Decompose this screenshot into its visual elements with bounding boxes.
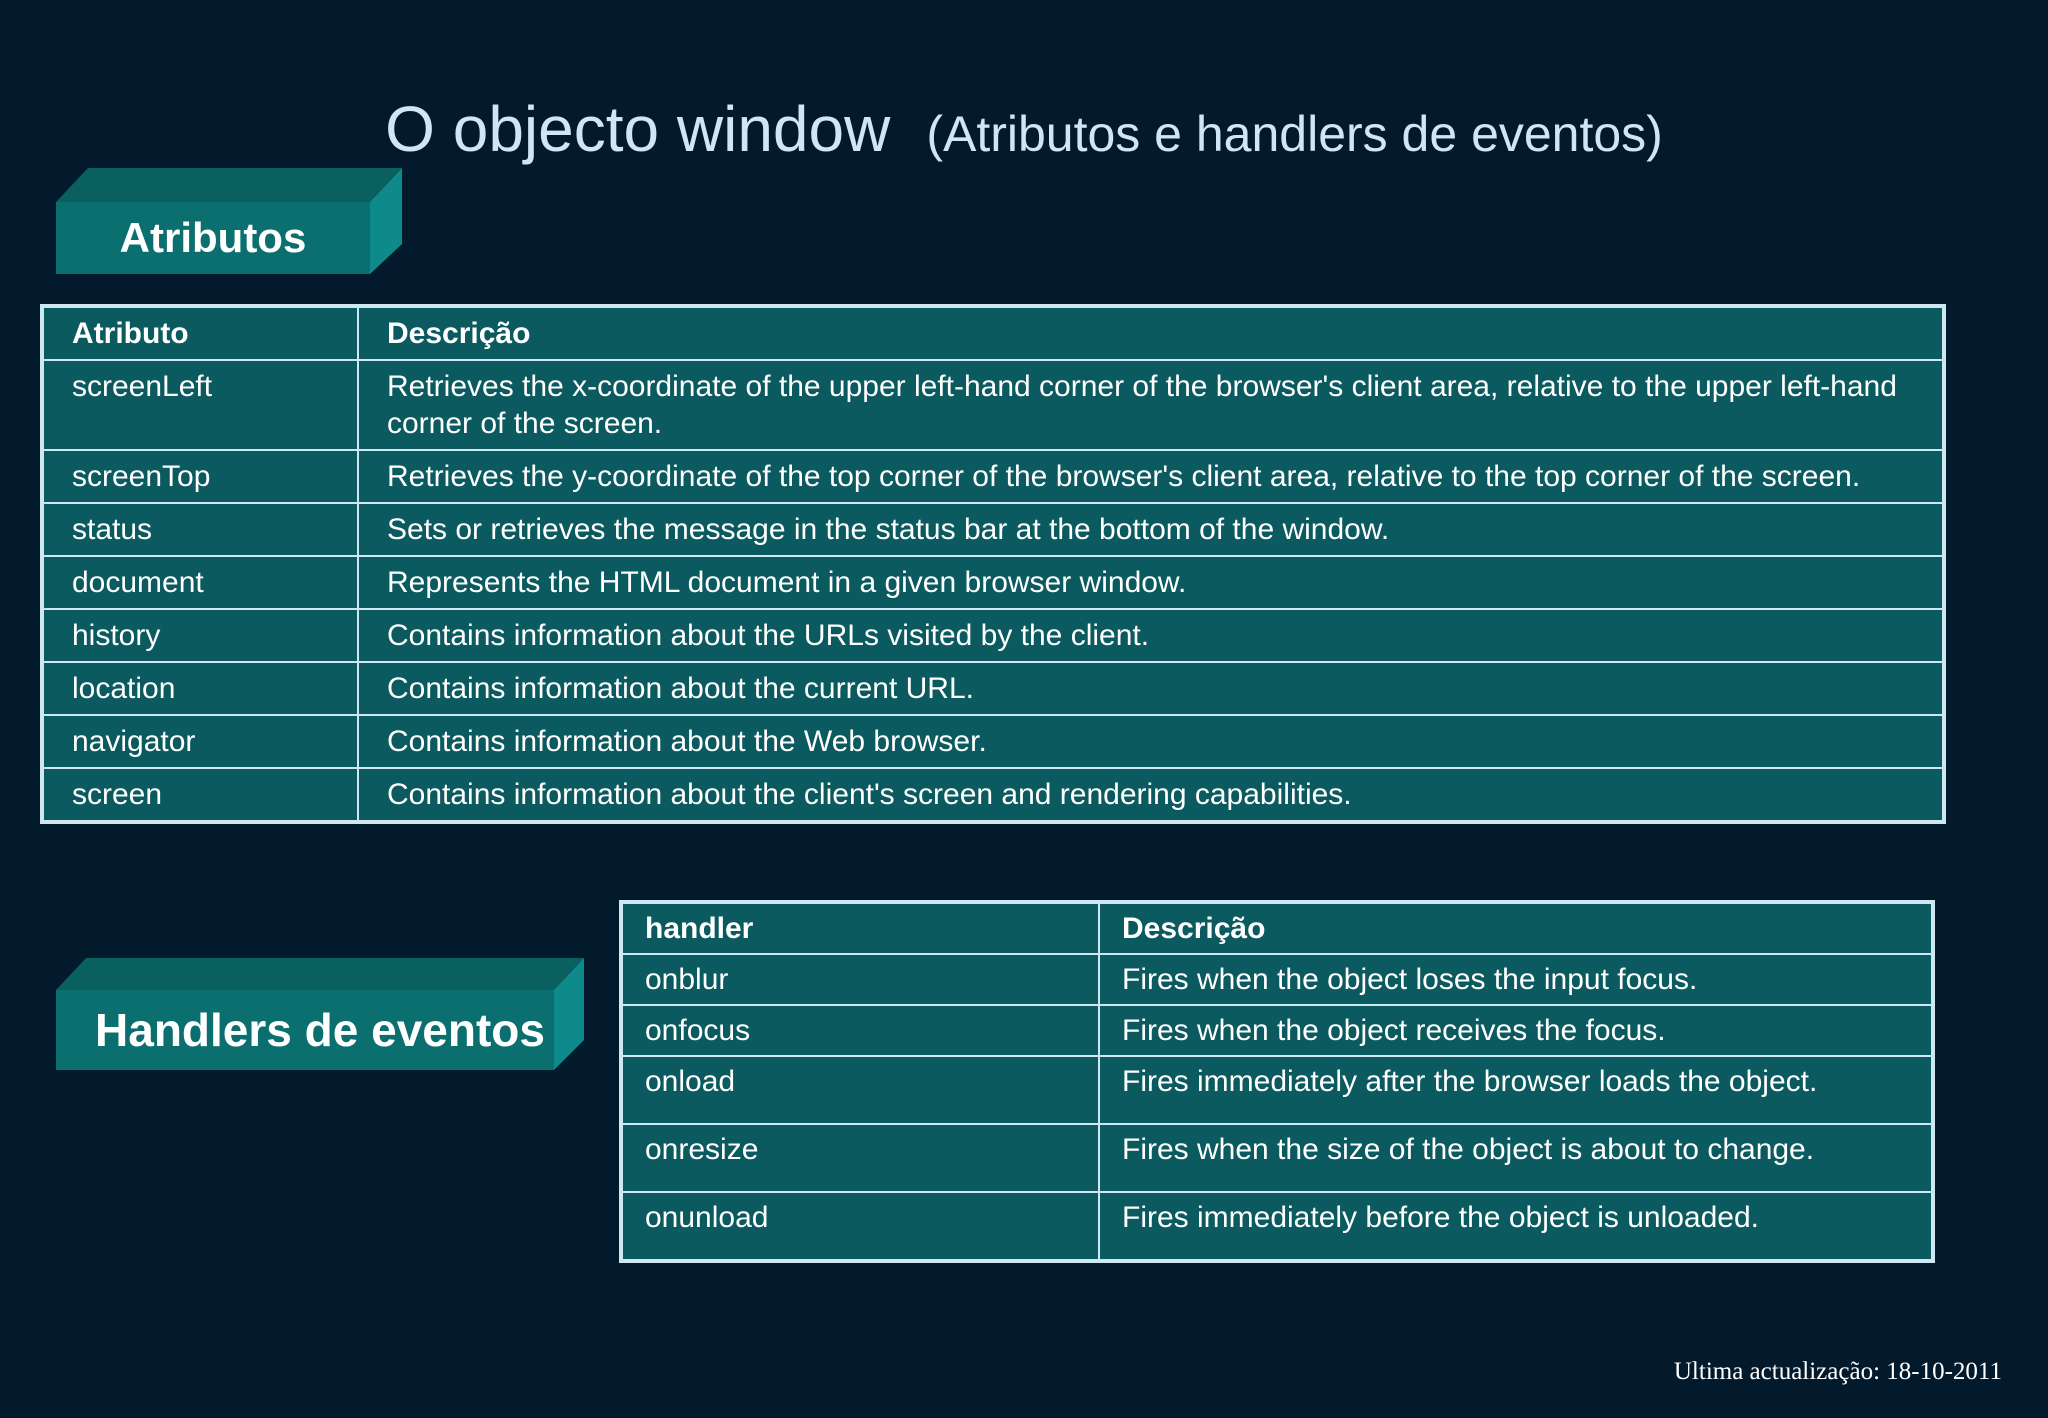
handler-name: onunload [621,1192,1099,1261]
handler-name: onfocus [621,1005,1099,1056]
table-row [42,556,1944,609]
attributes-label: Atributos [119,214,307,261]
slide-title-subtitle: (Atributos e handlers de eventos) [926,106,1663,162]
table-row [42,503,1944,556]
handlers-header-description: Descrição [1099,902,1933,954]
table-row [42,662,1944,715]
handler-name: onresize [621,1124,1099,1192]
last-updated-footer: Ultima actualização: 18-10-2011 [1673,1358,2002,1385]
attributes-table-header-row [42,306,1944,360]
attribute-name: screen [42,768,358,822]
attributes-label-box [56,168,402,276]
table-row [42,450,1944,503]
attribute-description: Contains information about the URLs visited by the client. [358,609,1944,662]
attribute-description: Contains information about the Web browser. [358,715,1944,768]
handler-name: onblur [621,954,1099,1005]
table-row [42,360,1944,450]
table-row [621,1005,1933,1056]
table-row [621,954,1933,1005]
handler-description: Fires immediately after the browser loads the object. [1099,1056,1933,1124]
handlers-header-handler: handler [621,902,1099,954]
attribute-description: Retrieves the x-coordinate of the upper left-hand corner of the browser's client area, relative to the upper left-hand corner of the screen. [358,360,1944,450]
handlers-label: Handlers de eventos [95,1004,545,1056]
slide-title-main: O objecto window [385,93,891,165]
handler-description: Fires when the size of the object is about to change. [1099,1124,1933,1192]
attributes-table [40,304,1946,824]
table-row [42,768,1944,822]
handler-name: onload [621,1056,1099,1124]
attribute-description: Represents the HTML document in a given browser window. [358,556,1944,609]
handler-description: Fires immediately before the object is unloaded. [1099,1192,1933,1261]
handlers-label-box [56,958,584,1070]
handlers-table-header-row [621,902,1933,954]
attribute-name: history [42,609,358,662]
table-row [42,715,1944,768]
handlers-table [619,900,1935,1263]
table-row [621,1192,1933,1261]
handler-description: Fires when the object receives the focus. [1099,1005,1933,1056]
attribute-name: screenTop [42,450,358,503]
attribute-name: screenLeft [42,360,358,450]
attribute-description: Retrieves the y-coordinate of the top corner of the browser's client area, relative to the top corner of the screen. [358,450,1944,503]
table-row [621,1056,1933,1124]
attributes-header-attribute: Atributo [42,306,358,360]
table-row [42,609,1944,662]
attribute-name: document [42,556,358,609]
handler-description: Fires when the object loses the input focus. [1099,954,1933,1005]
table-row [621,1124,1933,1192]
attribute-name: status [42,503,358,556]
attributes-header-description: Descrição [358,306,1944,360]
attribute-name: navigator [42,715,358,768]
slide-title [0,92,2048,166]
attribute-name: location [42,662,358,715]
attribute-description: Sets or retrieves the message in the status bar at the bottom of the window. [358,503,1944,556]
attribute-description: Contains information about the current URL. [358,662,1944,715]
attribute-description: Contains information about the client's screen and rendering capabilities. [358,768,1944,822]
